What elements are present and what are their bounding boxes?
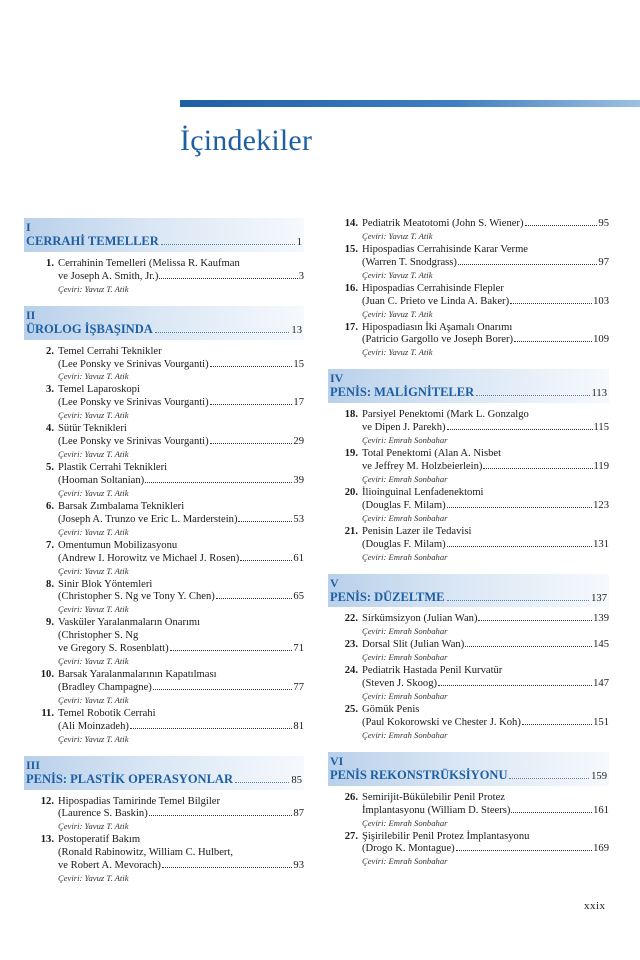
section-page: 13	[291, 324, 302, 336]
chapter-title-line: (Douglas F. Milam)	[362, 499, 446, 511]
chapter-title-line: Temel Robotik Cerrahi	[58, 707, 156, 719]
section-heading	[24, 306, 304, 340]
dot-leader	[522, 724, 592, 725]
chapter-title-line: İlioinguinal Lenfadenektomi	[362, 486, 484, 498]
chapter-title-line: Temel Cerrahi Teknikler	[58, 345, 162, 357]
page-title: İçindekiler	[180, 124, 313, 157]
chapter-title-line: ve Robert A. Mevorach)	[58, 860, 161, 872]
chapter-title-line: (Lee Ponsky ve Srinivas Vourganti)	[58, 436, 209, 448]
toc-left-column	[24, 218, 304, 886]
dot-leader	[240, 560, 292, 561]
chapter-title-line: Sütür Teknikleri	[58, 423, 127, 435]
toc-entry	[24, 669, 304, 706]
section-page: 113	[591, 388, 607, 400]
chapter-page: 39	[293, 474, 304, 486]
chapter-number: 24.	[344, 665, 358, 677]
chapter-number: 13.	[40, 834, 54, 846]
chapter-last-line	[58, 397, 304, 410]
chapter-number: 22.	[344, 613, 358, 625]
section-title-row	[330, 590, 607, 606]
section-title: PENİS: MALİGNİTELER	[330, 385, 475, 400]
chapter-title-line: (Douglas F. Milam)	[362, 538, 446, 550]
translator-credit: Çeviri: Emrah Sonbahar	[362, 626, 448, 637]
chapter-title-line: Parsiyel Penektomi (Mark L. Gonzalgo	[362, 409, 529, 421]
translator-credit: Çeviri: Yavuz T. Atik	[58, 410, 129, 421]
chapter-number: 14.	[344, 218, 358, 229]
dot-leader	[447, 429, 593, 430]
chapter-title-line: Omentumun Mobilizasyonu	[58, 539, 178, 551]
chapter-title-line: Sinir Blok Yöntemleri	[58, 578, 153, 590]
chapter-title-line: Barsak Zımbalama Teknikleri	[58, 500, 185, 512]
chapter-last-line	[362, 296, 609, 309]
chapter-page: 61	[293, 552, 304, 564]
section-gap	[24, 747, 304, 756]
chapter-title-line: (Hooman Soltanian)	[58, 474, 145, 486]
chapter-last-line	[58, 643, 304, 656]
toc-entry	[328, 409, 609, 446]
chapter-page: 71	[293, 643, 304, 655]
translator-credit: Çeviri: Emrah Sonbahar	[362, 512, 448, 523]
chapter-number: 26.	[344, 791, 358, 803]
toc-entry	[328, 448, 609, 485]
dot-leader	[514, 341, 592, 342]
toc-entry	[328, 322, 609, 359]
chapter-last-line	[58, 514, 304, 527]
chapter-title-line: (Christopher S. Ng ve Tony Y. Chen)	[58, 591, 215, 603]
dot-leader	[483, 468, 592, 469]
chapter-title-line: (Andrew I. Horowitz ve Michael J. Rosen)	[58, 552, 240, 564]
chapter-number: 4.	[46, 423, 54, 435]
dot-leader	[509, 778, 589, 779]
toc-entry	[24, 579, 304, 616]
dot-leader	[511, 812, 592, 813]
chapter-last-line	[362, 717, 609, 730]
chapter-title-line: (Patricio Gargollo ve Joseph Borer)	[362, 334, 514, 346]
translator-credit: Çeviri: Yavuz T. Atik	[58, 733, 129, 744]
translator-credit: Çeviri: Emrah Sonbahar	[362, 856, 448, 867]
chapter-last-line	[58, 591, 304, 604]
chapter-title-line: Penisin Lazer ile Tedavisi	[362, 525, 472, 537]
section-page: 1	[296, 237, 302, 248]
chapter-title-line: ve Dipen J. Parekh)	[362, 422, 446, 434]
chapter-title-line: (Joseph A. Trunzo ve Eric L. Marderstein)	[58, 513, 238, 525]
chapter-last-line	[362, 613, 609, 626]
chapter-page: 81	[293, 720, 304, 732]
chapter-title-line: ve Joseph A. Smith, Jr.)	[58, 270, 159, 282]
chapter-page: 93	[293, 860, 304, 872]
chapter-title-line: Şişirilebilir Penil Protez İmplantasyonu	[362, 830, 530, 842]
translator-credit: Çeviri: Yavuz T. Atik	[58, 371, 129, 382]
translator-credit: Çeviri: Yavuz T. Atik	[362, 269, 433, 280]
dot-leader	[238, 521, 292, 522]
toc-entry	[328, 843, 609, 867]
translator-credit: Çeviri: Emrah Sonbahar	[362, 652, 448, 663]
chapter-title-line: (Christopher S. Ng	[58, 630, 139, 642]
toc-entry	[24, 462, 304, 499]
dot-leader	[210, 366, 293, 367]
page-number: xxix	[584, 900, 606, 912]
chapter-number: 6.	[46, 500, 54, 512]
chapter-number: 11.	[41, 707, 54, 719]
dot-leader	[155, 332, 290, 333]
translator-credit: Çeviri: Yavuz T. Atik	[362, 308, 433, 319]
chapter-number: 19.	[344, 448, 358, 460]
toc-entry	[328, 792, 609, 829]
translator-credit: Çeviri: Emrah Sonbahar	[362, 817, 448, 828]
toc-entry	[24, 501, 304, 538]
chapter-page: 161	[593, 804, 609, 816]
dot-leader	[510, 303, 592, 304]
section-page: 137	[591, 592, 607, 604]
chapter-last-line	[362, 678, 609, 691]
chapter-title-line: (Juan C. Prieto ve Linda A. Baker)	[362, 295, 510, 307]
section-title-row	[26, 234, 302, 250]
chapter-title-line: ve Gregory S. Rosenblatt)	[58, 643, 169, 655]
section-heading	[24, 218, 304, 252]
dot-leader	[476, 395, 589, 396]
translator-credit: Çeviri: Yavuz T. Atik	[58, 487, 129, 498]
dot-leader	[447, 600, 590, 601]
translator-credit: Çeviri: Yavuz T. Atik	[58, 283, 129, 294]
chapter-title-line: (Lee Ponsky ve Srinivas Vourganti)	[58, 397, 209, 409]
section-heading	[24, 756, 304, 790]
dot-leader	[438, 685, 592, 686]
chapter-title-line: ve Jeffrey M. Holzbeierlein)	[362, 460, 483, 472]
section-number: III	[26, 757, 41, 772]
chapter-last-line	[58, 721, 304, 734]
translator-credit: Çeviri: Yavuz T. Atik	[58, 694, 129, 705]
translator-credit: Çeviri: Yavuz T. Atik	[362, 230, 433, 241]
chapter-title-line: Dorsal Slit (Julian Wan)	[362, 639, 465, 651]
chapter-last-line	[362, 500, 609, 513]
chapter-number: 16.	[344, 282, 358, 294]
chapter-page: 139	[593, 613, 609, 625]
chapter-title-line: İmplantasyonu (William D. Steers)	[362, 804, 511, 816]
toc-entry	[328, 831, 609, 844]
toc-entry	[328, 487, 609, 524]
dot-leader	[130, 728, 293, 729]
chapter-last-line	[362, 639, 609, 652]
chapter-last-line	[362, 422, 609, 435]
section-title: CERRAHİ TEMELLER	[26, 234, 159, 248]
chapter-number: 15.	[344, 243, 358, 255]
dot-leader	[210, 404, 293, 405]
header-accent-bar	[180, 100, 640, 107]
translator-credit: Çeviri: Yavuz T. Atik	[58, 656, 129, 667]
chapter-number: 7.	[46, 539, 54, 551]
chapter-last-line	[58, 682, 304, 695]
section-page: 85	[291, 774, 302, 786]
chapter-title-line: Plastik Cerrahi Teknikleri	[58, 462, 168, 474]
dot-leader	[216, 598, 293, 599]
toc-entry	[328, 704, 609, 741]
section-heading	[328, 369, 609, 403]
dot-leader	[447, 546, 593, 547]
chapter-title-line: Hipospadiasın İki Aşamalı Onarımı	[362, 321, 513, 333]
section-title: PENİS: DÜZELTME	[330, 589, 445, 604]
dot-leader	[145, 482, 292, 483]
chapter-last-line	[58, 860, 304, 873]
chapter-title-line: Cerrahinin Temelleri (Melissa R. Kaufman	[58, 257, 240, 269]
chapter-last-line	[58, 436, 304, 449]
translator-credit: Çeviri: Yavuz T. Atik	[58, 821, 129, 832]
chapter-title-line: Pediatrik Meatotomi (John S. Wiener)	[362, 218, 524, 229]
dot-leader	[170, 650, 293, 651]
section-number: IV	[330, 371, 344, 386]
dot-leader	[153, 689, 293, 690]
dot-leader	[525, 225, 598, 226]
toc-entry	[24, 834, 304, 884]
chapter-number: 20.	[344, 486, 358, 498]
section-number: I	[26, 220, 31, 234]
translator-credit: Çeviri: Emrah Sonbahar	[362, 551, 448, 562]
chapter-number: 23.	[344, 639, 358, 651]
chapter-title-line: Semirijit-Bükülebilir Penil Protez	[362, 791, 506, 803]
toc-entry	[328, 613, 609, 637]
chapter-last-line	[362, 257, 609, 270]
chapter-title-line: (Laurence S. Baskin)	[58, 808, 148, 820]
chapter-page: 77	[293, 681, 304, 693]
chapter-title-line: Temel Laparoskopi	[58, 384, 140, 396]
toc-entry	[328, 218, 609, 242]
chapter-page: 29	[293, 436, 304, 448]
chapter-number: 18.	[344, 409, 358, 421]
chapter-number: 8.	[46, 578, 54, 590]
section-page: 159	[591, 770, 607, 782]
section-heading	[328, 752, 609, 786]
chapter-page: 17	[293, 397, 304, 409]
translator-credit: Çeviri: Emrah Sonbahar	[362, 729, 448, 740]
chapter-page: 103	[593, 295, 609, 307]
dot-leader	[478, 620, 592, 621]
chapter-page: 15	[293, 358, 304, 370]
chapter-number: 2.	[46, 345, 54, 357]
section-heading	[328, 574, 609, 608]
chapter-number: 12.	[40, 795, 54, 807]
chapter-number: 21.	[344, 525, 358, 537]
chapter-title-line: (Ronald Rabinowitz, William C. Hulbert,	[58, 847, 234, 859]
dot-leader	[162, 867, 292, 868]
chapter-title-line: (Drogo K. Montague)	[362, 843, 455, 855]
chapter-title-line: (Bradley Champagne)	[58, 681, 152, 693]
translator-credit: Çeviri: Yavuz T. Atik	[58, 449, 129, 460]
chapter-page: 3	[298, 270, 304, 282]
chapter-title-line: Vasküler Yaralanmaların Onarımı	[58, 617, 201, 629]
toc-entry	[24, 796, 304, 833]
dot-leader	[235, 782, 289, 783]
chapter-page: 119	[593, 460, 609, 472]
chapter-last-line	[362, 461, 609, 474]
chapter-title-line: Pediatrik Hastada Penil Kurvatür	[362, 665, 503, 677]
chapter-title-line: Barsak Yaralanmalarının Kapatılması	[58, 669, 217, 681]
toc-entry	[328, 526, 609, 563]
chapter-page: 65	[293, 591, 304, 603]
chapter-title-line: Hipospadias Cerrahisinde Karar Verme	[362, 243, 529, 255]
section-title-row	[330, 768, 607, 784]
section-title: ÜROLOG İŞBAŞINDA	[26, 321, 153, 336]
chapter-title-line: Gömük Penis	[362, 704, 420, 716]
chapter-last-line	[362, 805, 609, 818]
chapter-title-line: Sirkümsizyon (Julian Wan)	[362, 613, 478, 625]
chapter-last-line	[58, 475, 304, 488]
chapter-last-line	[362, 843, 609, 856]
toc-right-column	[328, 218, 609, 869]
dot-leader	[458, 264, 597, 265]
translator-credit: Çeviri: Yavuz T. Atik	[58, 565, 129, 576]
chapter-page: 169	[593, 843, 609, 855]
chapter-page: 53	[293, 513, 304, 525]
chapter-last-line	[58, 808, 304, 821]
dot-leader	[465, 646, 592, 647]
chapter-title-line: (Lee Ponsky ve Srinivas Vourganti)	[58, 358, 209, 370]
chapter-page: 97	[598, 256, 609, 268]
chapter-last-line	[362, 334, 609, 347]
toc-entry	[24, 258, 304, 295]
chapter-title-line: Total Penektomi (Alan A. Nisbet	[362, 448, 502, 460]
dot-leader	[159, 278, 297, 279]
chapter-number: 3.	[46, 384, 54, 396]
dot-leader	[210, 443, 293, 444]
chapter-title-line: Hipospadias Cerrahisinde Flepler	[362, 282, 504, 294]
chapter-number: 27.	[344, 830, 358, 842]
chapter-title-line: (Ali Moinzadeh)	[58, 720, 129, 732]
dot-leader	[447, 507, 593, 508]
chapter-last-line	[362, 218, 609, 231]
translator-credit: Çeviri: Emrah Sonbahar	[362, 473, 448, 484]
section-gap	[328, 360, 609, 369]
section-title: PENİS REKONSTRÜKSİYONU	[330, 767, 508, 782]
translator-credit: Çeviri: Yavuz T. Atik	[58, 604, 129, 615]
chapter-title-line: Hipospadias Tamirinde Temel Bilgiler	[58, 795, 221, 807]
chapter-last-line	[362, 831, 609, 844]
chapter-page: 87	[293, 808, 304, 820]
chapter-page: 109	[593, 334, 609, 346]
chapter-title-line: Postoperatif Bakım	[58, 834, 141, 846]
translator-credit: Çeviri: Yavuz T. Atik	[58, 526, 129, 537]
chapter-title-line: (Warren T. Snodgrass)	[362, 256, 457, 268]
toc-entry	[328, 665, 609, 702]
translator-credit: Çeviri: Yavuz T. Atik	[362, 347, 433, 358]
chapter-number: 17.	[344, 321, 358, 333]
chapter-last-line	[362, 539, 609, 552]
section-number: II	[26, 307, 36, 322]
chapter-page: 151	[593, 716, 609, 728]
dot-leader	[149, 815, 293, 816]
chapter-title-line: (Steven J. Skoog)	[362, 678, 438, 690]
section-title-row	[330, 385, 607, 401]
chapter-page: 123	[593, 499, 609, 511]
toc-entry	[24, 617, 304, 667]
section-title: PENİS: PLASTİK OPERASYONLAR	[26, 771, 233, 786]
dot-leader	[161, 244, 295, 245]
translator-credit: Çeviri: Emrah Sonbahar	[362, 435, 448, 446]
toc-entry	[24, 708, 304, 745]
chapter-number: 5.	[46, 462, 54, 474]
chapter-number: 10.	[40, 669, 54, 681]
toc-entry	[24, 346, 304, 383]
section-number: V	[330, 575, 339, 590]
chapter-title-line: (Paul Kokorowski ve Chester J. Koh)	[362, 716, 521, 728]
section-gap	[24, 297, 304, 306]
toc-entry	[24, 384, 304, 421]
chapter-last-line	[58, 271, 304, 284]
translator-credit: Çeviri: Emrah Sonbahar	[362, 691, 448, 702]
chapter-page: 115	[593, 422, 609, 434]
chapter-page: 145	[593, 639, 609, 651]
chapter-page: 147	[593, 678, 609, 690]
chapter-page: 95	[598, 218, 609, 229]
section-gap	[328, 743, 609, 752]
section-title-row	[26, 772, 302, 788]
chapter-last-line	[58, 359, 304, 372]
chapter-number: 1.	[46, 257, 54, 269]
translator-credit: Çeviri: Yavuz T. Atik	[58, 873, 129, 884]
chapter-number: 25.	[344, 704, 358, 716]
dot-leader	[456, 850, 592, 851]
toc-entry	[24, 540, 304, 577]
section-gap	[328, 565, 609, 574]
toc-entry	[328, 639, 609, 663]
section-number: VI	[330, 753, 344, 768]
toc-entry	[328, 283, 609, 320]
toc-entry	[24, 423, 304, 460]
chapter-last-line	[58, 553, 304, 566]
toc-entry	[328, 244, 609, 281]
chapter-page: 131	[593, 538, 609, 550]
section-title-row	[26, 322, 302, 338]
chapter-number: 9.	[46, 617, 54, 629]
